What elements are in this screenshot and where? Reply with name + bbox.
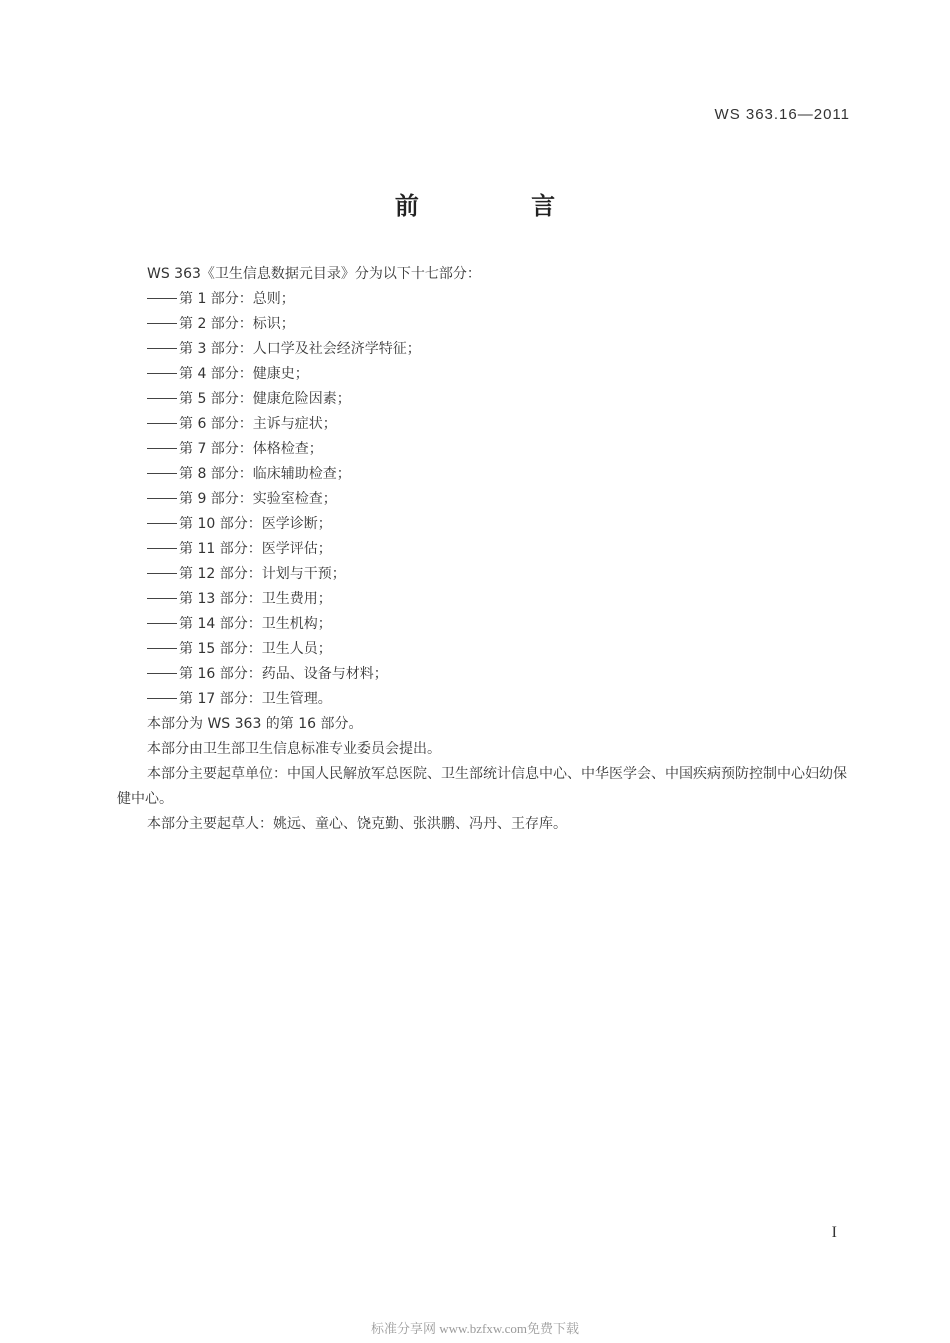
dash-mark [147,623,177,624]
dash-mark [147,473,177,474]
dash-mark [147,648,177,649]
dash-mark [147,448,177,449]
intro-line: WS 363《卫生信息数据元目录》分为以下十七部分： [147,266,481,282]
drafting-units: 本部分主要起草单位：中国人民解放军总医院、卫生部统计信息中心、中华医学会、中国疾病预防控制中心妇幼保健中心。 [117,766,847,807]
list-item: 第 8 部分：临床辅助检查； [147,462,859,487]
list-item: 第 17 部分：卫生管理。 [147,687,859,712]
list-item: 第 16 部分：药品、设备与材料； [147,662,859,687]
dash-mark [147,548,177,549]
list-item: 第 14 部分：卫生机构； [147,612,859,637]
dash-mark [147,423,177,424]
watermark-link[interactable]: 标准分享网 www.bzfxw.com免费下载 [370,1321,580,1336]
dash-mark [147,348,177,349]
list-item: 第 2 部分：标识； [147,312,859,337]
document-number: WS 363.16—2011 [714,106,850,123]
list-item: 第 10 部分：医学诊断； [147,512,859,537]
foreword-body [117,262,859,837]
list-item: 第 7 部分：体格检查； [147,437,859,462]
dash-mark [147,698,177,699]
page-number: I [831,1224,837,1241]
dash-mark [147,598,177,599]
parts-list [117,287,859,712]
dash-mark [147,373,177,374]
list-item: 第 1 部分：总则； [147,287,859,312]
dash-mark [147,323,177,324]
dash-mark [147,523,177,524]
list-item: 第 12 部分：计划与干预； [147,562,859,587]
part-statement: 本部分为 WS 363 的第 16 部分。 [147,716,363,732]
list-item: 第 3 部分：人口学及社会经济学特征； [147,337,859,362]
list-item: 第 13 部分：卫生费用； [147,587,859,612]
dash-mark [147,298,177,299]
page-title: 前 言 [394,192,608,220]
dash-mark [147,573,177,574]
list-item: 第 5 部分：健康危险因素； [147,387,859,412]
dash-mark [147,673,177,674]
list-item: 第 6 部分：主诉与症状； [147,412,859,437]
dash-mark [147,498,177,499]
list-item: 第 9 部分：实验室检查； [147,487,859,512]
list-item: 第 15 部分：卫生人员； [147,637,859,662]
dash-mark [147,398,177,399]
list-item: 第 4 部分：健康史； [147,362,859,387]
drafters: 本部分主要起草人：姚远、童心、饶克勤、张洪鹏、冯丹、王存库。 [147,816,567,832]
list-item: 第 11 部分：医学评估； [147,537,859,562]
proposer-statement: 本部分由卫生部卫生信息标准专业委员会提出。 [147,741,441,757]
